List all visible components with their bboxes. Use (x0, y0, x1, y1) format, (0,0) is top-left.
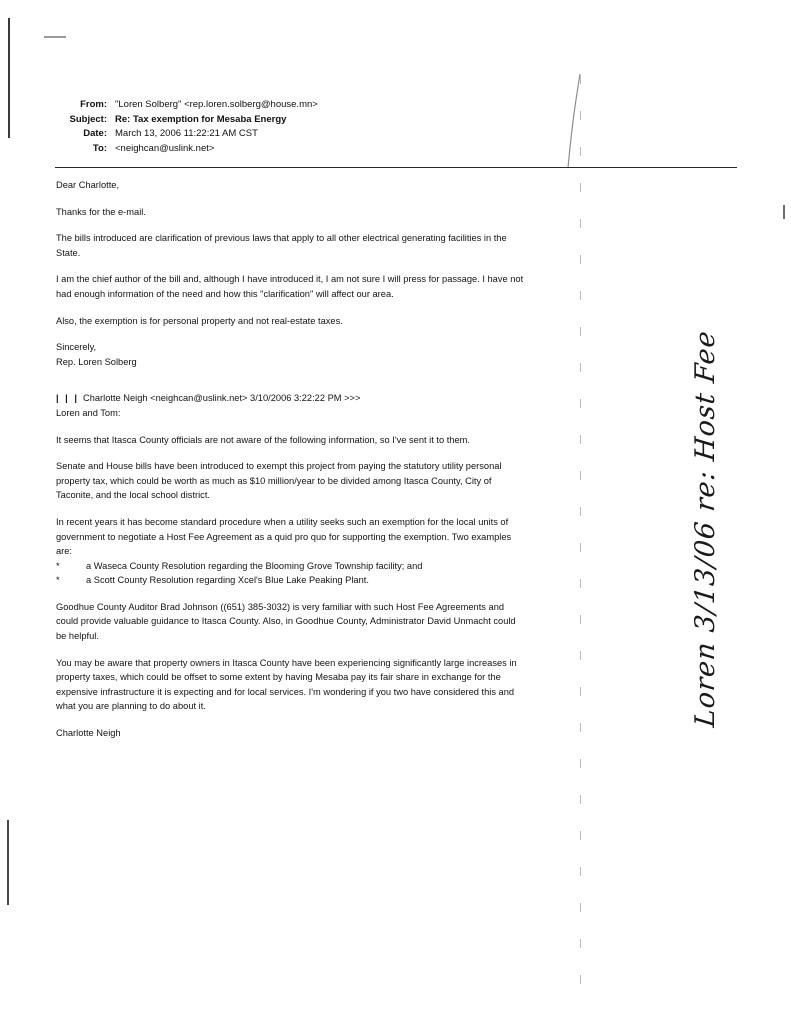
email-header (55, 98, 575, 156)
quote-bullet-1 (56, 559, 526, 574)
quote-attribution-line (56, 391, 526, 406)
quote-paragraph-1: It seems that Itasca County officials are not aware of the following information, so I've sent it to them. (56, 434, 470, 445)
fold-line-artifact (580, 75, 581, 1005)
body-paragraph-3: I am the chief author of the bill and, although I have introduced it, I am not sure I will press for passage. I have not had enough information of the need and how this "clarification" will affect our area. (56, 274, 524, 299)
header-value-date: March 13, 2006 11:22:21 AM CST (115, 128, 258, 139)
header-label-subject: Subject: (69, 113, 107, 125)
header-label-date: Date: (83, 128, 107, 139)
header-row-date (55, 127, 575, 142)
bullet-marker: * (56, 575, 60, 586)
email-body (56, 178, 526, 753)
signature-closing: Sincerely, (56, 342, 97, 353)
bullet-marker: * (56, 560, 60, 571)
signature-block (56, 340, 526, 369)
header-divider (55, 167, 737, 168)
header-value-from: "Loren Solberg" <rep.loren.solberg@house.mn> (115, 99, 318, 110)
quote-paragraph-4: Goodhue County Auditor Brad Johnson ((651) 385-3032) is very familiar with such Host Fee Agreements and could provide valuable guidance to Itasca County. Also, in Goodhue County, Administrator David Unmacht could be helpful. (56, 601, 516, 642)
scan-artifact-speck (44, 36, 66, 38)
handwritten-note-text: Loren 3/13/06 re: Host Fee (690, 328, 721, 729)
quote-signature: Charlotte Neigh (56, 728, 121, 739)
header-label-from: From: (80, 99, 107, 110)
body-paragraph-1: Thanks for the e-mail. (56, 206, 146, 217)
scan-artifact-left-edge-lower (7, 820, 9, 905)
quote-paragraph-5: You may be aware that property owners in Itasca County have been experiencing significantly large increases in property taxes, which could be offset to some extent by having Mesaba pay its fair share in exchange for the expensive infrastructure it is expecting and for local services. I'm wondering if you two have considered this and what you are planning to do about it. (56, 657, 517, 712)
header-value-to: <neighcan@uslink.net> (115, 142, 215, 154)
quote-bullet-2 (56, 573, 526, 588)
header-row-to (55, 142, 575, 157)
signature-name: Rep. Loren Solberg (56, 356, 137, 367)
header-label-to: To: (92, 142, 107, 154)
header-value-subject: Re: Tax exemption for Mesaba Energy (115, 113, 287, 125)
header-row-subject (55, 113, 575, 128)
quote-paragraph-2: Senate and House bills have been introduced to exempt this project from paying the statutory utility personal property tax, which could be worth as much as $10 million/year to be divided among Itasca County, City of Taconite, and the local school district. (56, 461, 502, 501)
scan-artifact-left-edge (8, 18, 10, 138)
quote-bullet-1-text: a Waseca County Resolution regarding the Blooming Grove Township facility; and (86, 560, 423, 571)
quote-salutation: Loren and Tom: (56, 407, 121, 418)
body-paragraph-4: Also, the exemption is for personal property and not real-estate taxes. (56, 315, 343, 326)
quote-paragraph-3: In recent years it has become standard procedure when a utility seeks such an exemption for the local units of government to negotiate a Host Fee Agreement as a quid pro quo for supporting the exemption. Two examples are: (56, 516, 512, 557)
body-paragraph-2: The bills introduced are clarification of previous laws that apply to all other electrical generating facilities in the State. (56, 233, 507, 258)
salutation: Dear Charlotte, (56, 180, 120, 190)
scan-artifact-right-tick (783, 205, 785, 219)
quote-bullet-2-text: a Scott County Resolution regarding Xcel's Blue Lake Peaking Plant. (86, 575, 369, 586)
quote-marker: | | | (56, 393, 79, 404)
handwritten-margin-note (690, 330, 721, 730)
quoted-message (56, 391, 526, 740)
header-row-from (55, 98, 575, 113)
quote-attribution: Charlotte Neigh <neighcan@uslink.net> 3/10/2006 3:22:22 PM >>> (82, 393, 361, 404)
